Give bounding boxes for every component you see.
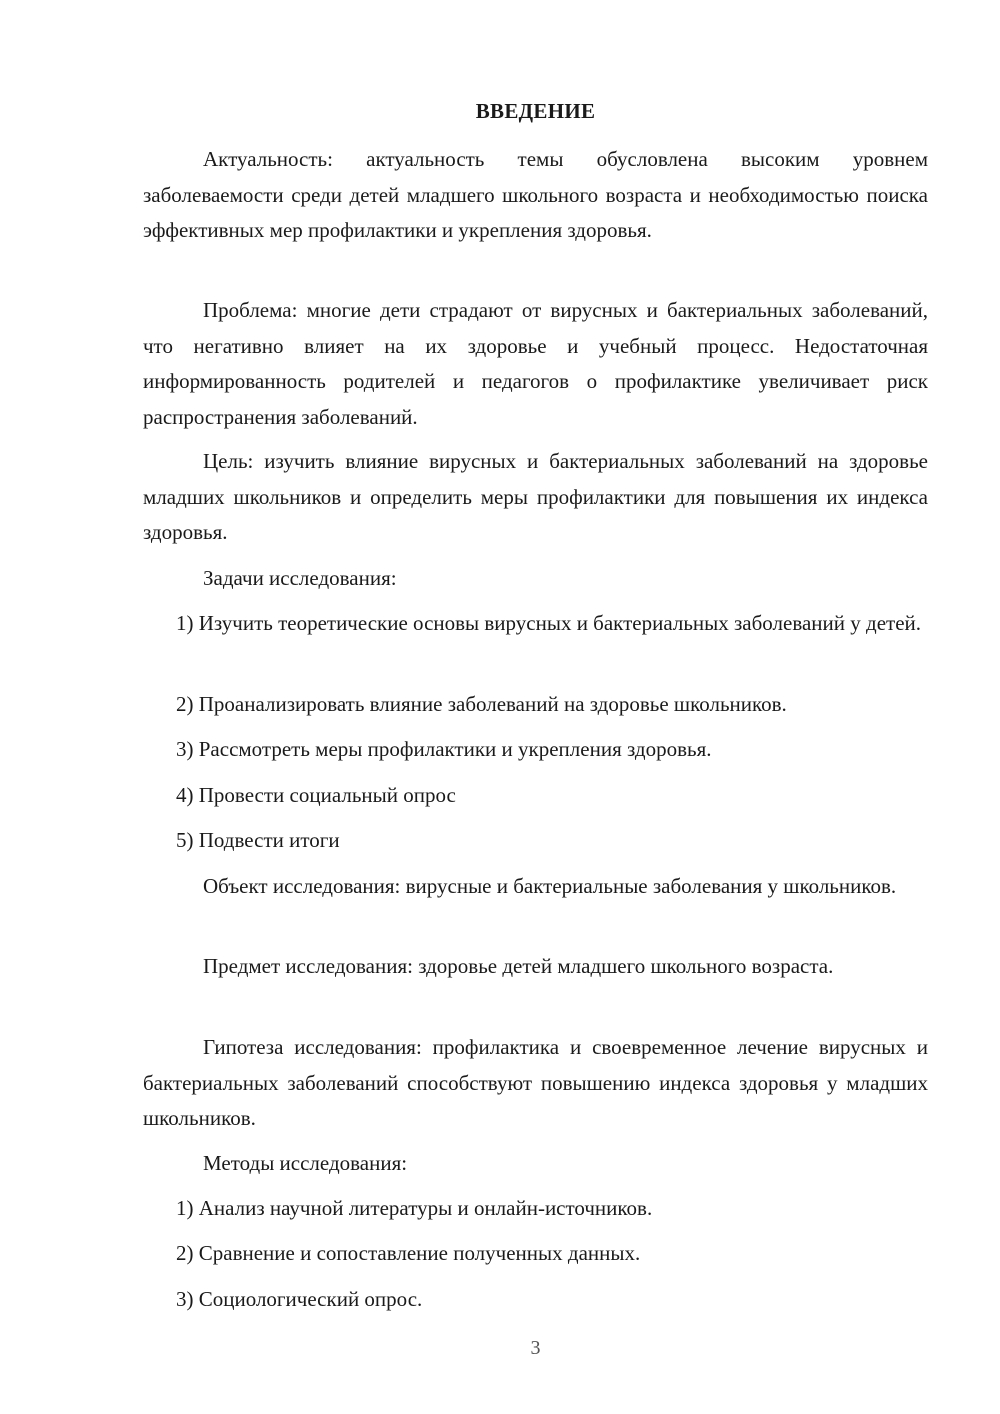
method-item: 1) Анализ научной литературы и онлайн-источников. [176, 1196, 653, 1220]
relevance-paragraph: Актуальность: актуальность темы обусловлена высоким уровнем заболеваемости среди детей младшего школьного возраста и необходимостью поиска эффективных мер профилактики и укрепления здоровья. [143, 147, 928, 242]
methods-heading: Методы исследования: [203, 1151, 408, 1175]
hypothesis-paragraph: Гипотеза исследования: профилактика и своевременное лечение вирусных и бактериальных заболеваний способствуют повышению индекса здоровья у младших школьников. [143, 1035, 928, 1130]
task-item: 2) Проанализировать влияние заболеваний на здоровье школьников. [176, 692, 787, 716]
problem-paragraph: Проблема: многие дети страдают от вирусных и бактериальных заболеваний, что негативно влияет на их здоровье и учебный процесс. Недостаточная информированность родителей и педагогов о профилактике увеличивает риск распространения заболеваний. [143, 298, 928, 429]
task-item: 1) Изучить теоретические основы вирусных и бактериальных заболеваний у детей. [176, 611, 921, 635]
subject-paragraph: Предмет исследования: здоровье детей младшего школьного возраста. [203, 954, 834, 978]
page-title: ВВЕДЕНИЕ [475, 99, 596, 123]
tasks-heading: Задачи исследования: [203, 566, 397, 590]
task-item: 4) Провести социальный опрос [176, 783, 456, 807]
task-item: 5) Подвести итоги [176, 828, 340, 852]
page-number: 3 [530, 1337, 541, 1359]
method-item: 3) Социологический опрос. [176, 1287, 423, 1311]
object-paragraph: Объект исследования: вирусные и бактериальные заболевания у школьников. [203, 874, 897, 898]
document-page [143, 0, 928, 1414]
task-item: 3) Рассмотреть меры профилактики и укрепления здоровья. [176, 737, 712, 761]
method-item: 2) Сравнение и сопоставление полученных данных. [176, 1241, 641, 1265]
goal-paragraph: Цель: изучить влияние вирусных и бактериальных заболеваний на здоровье младших школьников и определить меры профилактики для повышения их индекса здоровья. [143, 449, 928, 544]
